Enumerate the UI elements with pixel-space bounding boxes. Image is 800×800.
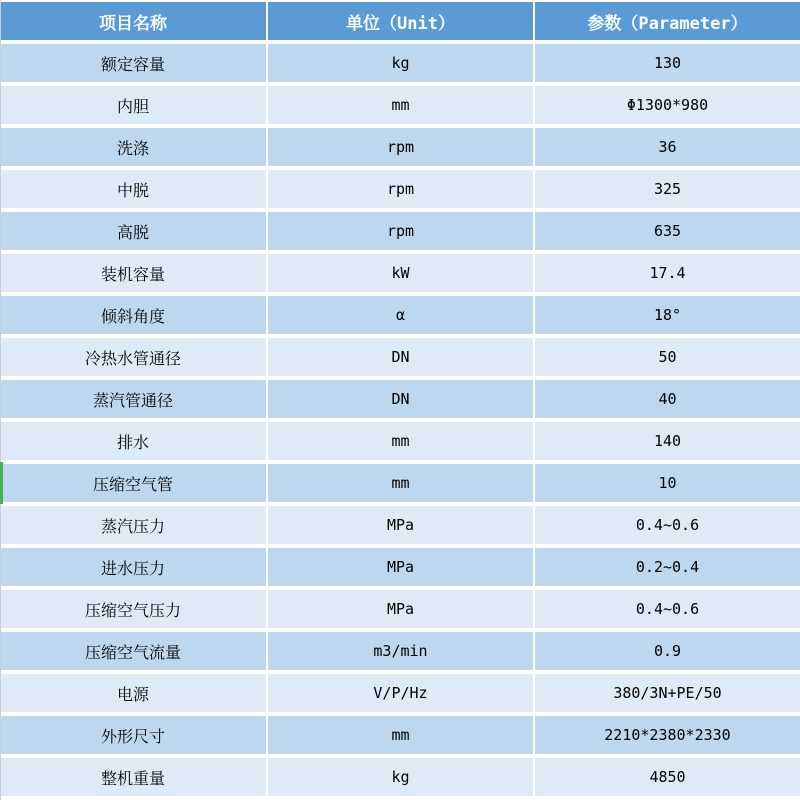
row-value: 4850 bbox=[535, 758, 800, 796]
table-row bbox=[0, 212, 800, 250]
row-name: 外形尺寸 bbox=[0, 716, 266, 754]
table-row bbox=[0, 380, 800, 418]
row-name: 电源 bbox=[0, 674, 266, 712]
row-value: 2210*2380*2330 bbox=[535, 716, 800, 754]
row-value: 36 bbox=[535, 128, 800, 166]
table-row bbox=[0, 674, 800, 712]
row-value: 140 bbox=[535, 422, 800, 460]
row-value: 0.4~0.6 bbox=[535, 590, 800, 628]
row-unit: DN bbox=[268, 338, 533, 376]
row-value: 0.4~0.6 bbox=[535, 506, 800, 544]
row-unit: rpm bbox=[268, 170, 533, 208]
row-name: 蒸汽压力 bbox=[0, 506, 266, 544]
row-unit: mm bbox=[268, 464, 533, 502]
row-unit: V/P/Hz bbox=[268, 674, 533, 712]
table-row bbox=[0, 128, 800, 166]
table-row bbox=[0, 758, 800, 796]
row-name: 内胆 bbox=[0, 86, 266, 124]
row-value: 50 bbox=[535, 338, 800, 376]
row-name: 压缩空气流量 bbox=[0, 632, 266, 670]
row-name: 中脱 bbox=[0, 170, 266, 208]
row-value: 10 bbox=[535, 464, 800, 502]
row-name: 额定容量 bbox=[0, 44, 266, 82]
row-name: 整机重量 bbox=[0, 758, 266, 796]
header-unit: 单位（Unit） bbox=[268, 2, 533, 40]
table-row bbox=[0, 44, 800, 82]
table-row bbox=[0, 590, 800, 628]
row-name: 压缩空气压力 bbox=[0, 590, 266, 628]
row-name: 蒸汽管通径 bbox=[0, 380, 266, 418]
row-unit: MPa bbox=[268, 590, 533, 628]
table-row bbox=[0, 422, 800, 460]
table-row bbox=[0, 170, 800, 208]
table-row bbox=[0, 86, 800, 124]
row-value: 130 bbox=[535, 44, 800, 82]
header-parameter: 参数（Parameter） bbox=[535, 2, 800, 40]
row-unit: rpm bbox=[268, 128, 533, 166]
row-unit: mm bbox=[268, 716, 533, 754]
table-row bbox=[0, 464, 800, 502]
row-unit: MPa bbox=[268, 548, 533, 586]
row-unit: mm bbox=[268, 86, 533, 124]
table-row bbox=[0, 716, 800, 754]
table-row bbox=[0, 296, 800, 334]
row-unit: kg bbox=[268, 44, 533, 82]
row-unit: kW bbox=[268, 254, 533, 292]
row-name: 冷热水管通径 bbox=[0, 338, 266, 376]
row-value: 0.9 bbox=[535, 632, 800, 670]
row-value: 17.4 bbox=[535, 254, 800, 292]
table-row bbox=[0, 632, 800, 670]
table-row bbox=[0, 548, 800, 586]
table-row bbox=[0, 338, 800, 376]
row-unit: kg bbox=[268, 758, 533, 796]
row-unit: rpm bbox=[268, 212, 533, 250]
row-unit: DN bbox=[268, 380, 533, 418]
row-value: 325 bbox=[535, 170, 800, 208]
table-row bbox=[0, 506, 800, 544]
row-value: 380/3N+PE/50 bbox=[535, 674, 800, 712]
row-unit: MPa bbox=[268, 506, 533, 544]
row-unit: α bbox=[268, 296, 533, 334]
header-row bbox=[0, 2, 800, 40]
table-row bbox=[0, 254, 800, 292]
row-name: 进水压力 bbox=[0, 548, 266, 586]
row-name: 装机容量 bbox=[0, 254, 266, 292]
header-item-name: 项目名称 bbox=[0, 2, 266, 40]
row-name: 压缩空气管 bbox=[0, 464, 266, 502]
left-edge-line bbox=[0, 0, 1, 800]
row-name: 倾斜角度 bbox=[0, 296, 266, 334]
row-value: 40 bbox=[535, 380, 800, 418]
row-unit: m3/min bbox=[268, 632, 533, 670]
row-value: Φ1300*980 bbox=[535, 86, 800, 124]
row-value: 635 bbox=[535, 212, 800, 250]
row-unit: mm bbox=[268, 422, 533, 460]
row-name: 洗涤 bbox=[0, 128, 266, 166]
row-value: 0.2~0.4 bbox=[535, 548, 800, 586]
row-value: 18° bbox=[535, 296, 800, 334]
row-name: 排水 bbox=[0, 422, 266, 460]
row-name: 高脱 bbox=[0, 212, 266, 250]
